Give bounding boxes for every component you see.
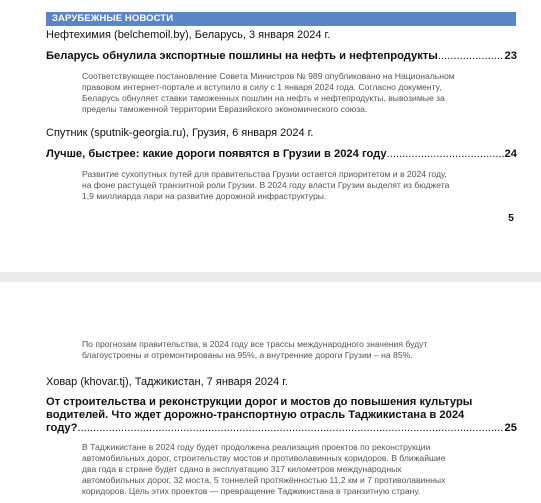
- article-headline-link[interactable]: [46, 50, 517, 63]
- article-headline-link[interactable]: [46, 396, 517, 435]
- summary-line: на фоне растущей транзитной роли Грузии. В 2024 году власти Грузии выделят из бюджета: [82, 180, 450, 190]
- article-source: Ховар (khovar.tj), Таджикистан, 7 января 2024 г.: [46, 376, 288, 388]
- article-summary: [82, 169, 516, 202]
- summary-line: 1,9 миллиарда лари на развитие дорожной инфраструктуры.: [82, 191, 327, 201]
- headline-text: Беларусь обнулила экспортные пошлины на нефть и нефтепродукты: [46, 50, 438, 62]
- page-number: 5: [508, 212, 514, 224]
- summary-line: правовом интернет-портале и вступило в силу с 1 января 2024 года. Согласно документу,: [82, 82, 442, 92]
- leader-dots: [387, 148, 504, 161]
- article-headline-link[interactable]: [46, 148, 517, 161]
- summary-line: Развитие сухопутных путей для правительства Грузии остается приоритетом и в 2024 году,: [82, 169, 447, 179]
- summary-line: пределы таможенной территории Евразийского экономического союза.: [82, 104, 368, 114]
- page-reference: 24: [504, 148, 517, 160]
- article-source: Нефтехимия (belchemoil.by), Беларусь, 3 января 2024 г.: [46, 29, 331, 41]
- summary-line: Беларусь обнуляет ставки таможенных пошлин на нефть и нефтепродукты, вывозимые за: [82, 93, 445, 103]
- article-summary: [82, 71, 516, 115]
- summary-line: благоустроены и отремонтированы на 95%, а внутренние дороги Грузии – на 85%.: [82, 350, 413, 360]
- summary-line: В Таджикистане в 2024 году будет продолжена реализация проектов по реконструкции: [82, 442, 431, 452]
- leader-dots: [78, 422, 504, 435]
- leader-dots: [438, 50, 504, 63]
- summary-line: коридоров. Цель этих проектов — превращение Таджикистана в транзитную страну.: [82, 486, 421, 496]
- headline-text: От строительства и реконструкции дорог и мостов до повышения культуры: [46, 396, 473, 408]
- summary-line: По прогнозам правительства, в 2024 году все трассы международного значения будут: [82, 339, 428, 349]
- summary-line: автомобильных дорог, 32 моста, 5 тоннелей протяжённостью 11,2 км и 7 противолавинных: [82, 475, 446, 485]
- headline-text: Лучше, быстрее: какие дороги появятся в Грузии в 2024 году: [46, 148, 387, 160]
- summary-line: Соответствующее постановление Совета Министров № 989 опубликовано на Национальном: [82, 71, 455, 81]
- summary-line: автомобильных дорог, строительству мостов и противолавинных коридоров. В ближайшие: [82, 453, 446, 463]
- article-summary-continued: [82, 339, 516, 361]
- document-page-bottom: [0, 282, 541, 503]
- article-summary: [82, 442, 516, 497]
- headline-text: водителей. Что ждет дорожно-транспортную отрасль Таджикистана в 2024: [46, 409, 465, 421]
- page-reference: 25: [504, 422, 517, 434]
- summary-line: два года в стране будет сдано в эксплуатацию 317 километров международных: [82, 464, 402, 474]
- article-source: Спутник (sputnik-georgia.ru), Грузия, 6 января 2024 г.: [46, 127, 314, 139]
- section-banner: ЗАРУБЕЖНЫЕ НОВОСТИ: [46, 12, 516, 26]
- headline-text: году?: [46, 422, 78, 434]
- page-reference: 23: [504, 50, 517, 62]
